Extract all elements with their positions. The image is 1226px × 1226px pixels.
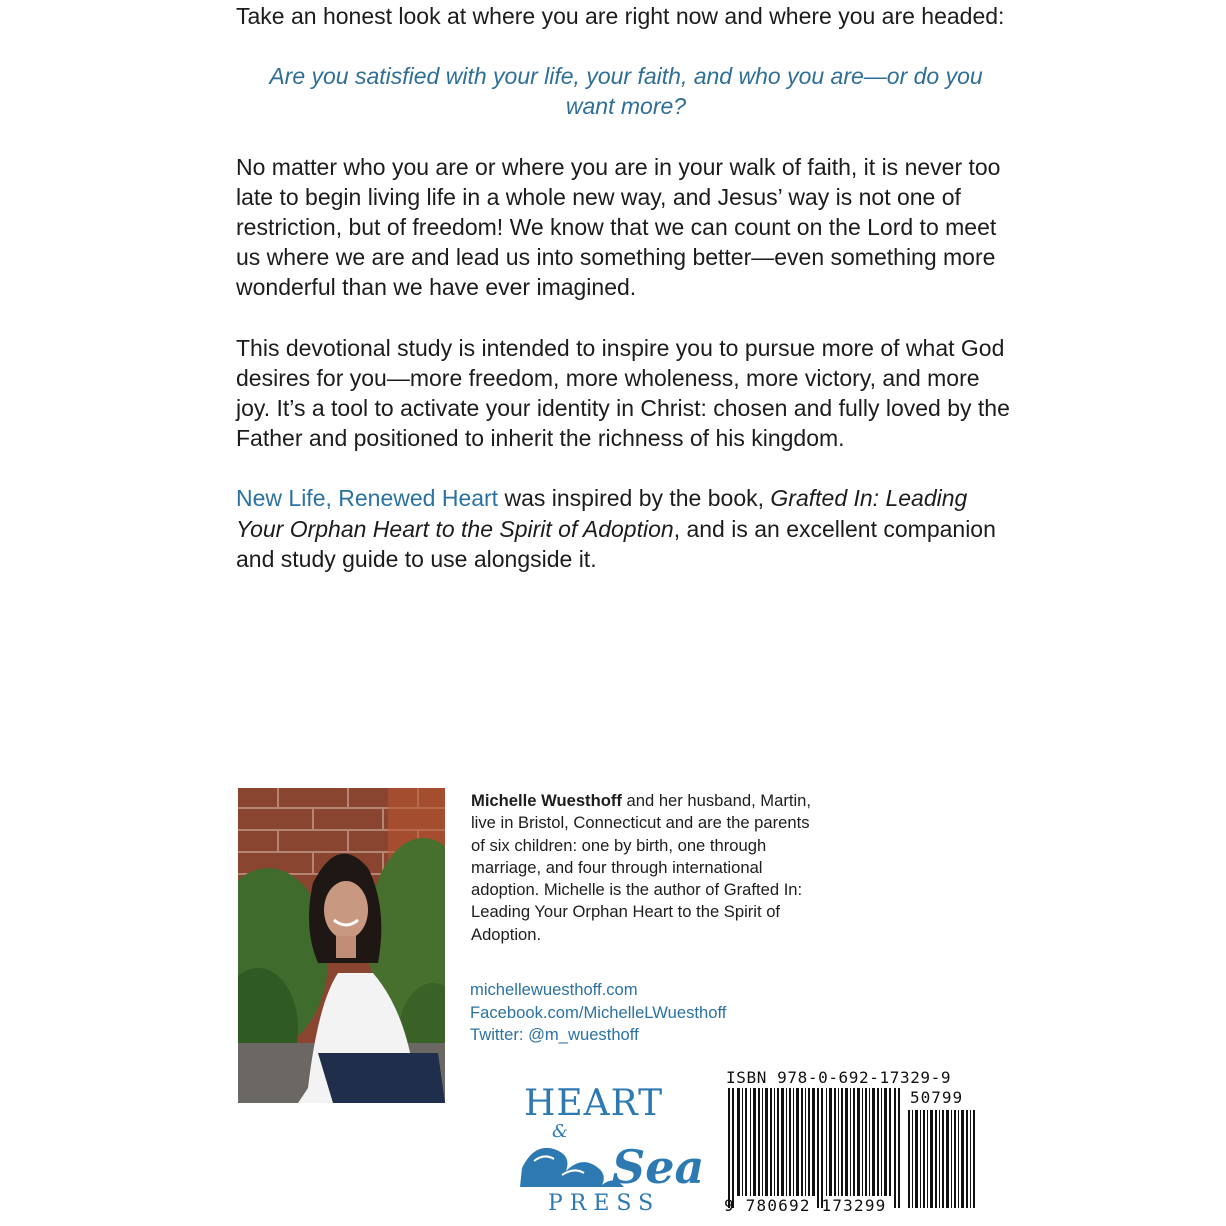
intro-text: Take an honest look at where you are right now and where you are headed: [236, 3, 1005, 29]
description-paragraph-2: This devotional study is intended to inspire you to pursue more of what God desires for you—more freedom, more wholeness, more victory, and more joy. It’s a tool to activate your identity in Christ: chosen and fully loved by the Father and positioned to inherit the richness of his kingdom. [236, 334, 1010, 452]
author-links [470, 979, 790, 1047]
logo-sea-text: Sea [612, 1140, 705, 1194]
author-photo [238, 788, 445, 1103]
logo-ampersand: & [552, 1121, 569, 1142]
back-cover-text [236, 0, 1016, 574]
description-paragraph-1: No matter who you are or where you are in your walk of faith, it is never too late to begin living life in a whole new way, and Jesus’ way is not one of restriction, but of freedom! We know that we can count on the Lord to meet us where we are and lead us into something better—even something more wonderful than we have ever imagined. [236, 153, 1001, 301]
author-bio [471, 790, 816, 946]
book-title: New Life, Renewed Heart [236, 485, 499, 512]
paragraph-3-text-1: was inspired by the book, [498, 485, 771, 512]
paragraph-3-text-2: , and is an excellent companion and study guide to use alongside it. [236, 515, 996, 572]
twitter-link[interactable]: Twitter: @m_wuesthoff [470, 1025, 639, 1044]
facebook-link[interactable]: Facebook.com/MichelleLWuesthoff [470, 1002, 727, 1022]
description-paragraph-3 [236, 483, 1016, 574]
logo-press-text: PRESS [548, 1191, 661, 1215]
companion-book-title: Grafted In: Leading Your Orphan Heart to the Spirit of Adoption [236, 485, 968, 542]
publisher-logo [514, 1083, 714, 1215]
pull-quote: Are you satisfied with your life, your faith, and who you are—or do you want more? [269, 63, 983, 120]
author-name: Michelle Wuesthoff [471, 791, 622, 810]
isbn-label: ISBN 978-0-692-17329-9 [726, 1068, 952, 1087]
price-code: 50799 [910, 1088, 964, 1107]
author-bio-text: and her husband, Martin, live in Bristol, Connecticut and are the parents of six children: one by birth, one through marriage, and four through international adoption. Michelle is the author of Grafted In: Leading Your Orphan Heart to the Spirit of Adoption. [471, 791, 812, 944]
website-link[interactable]: michellewuesthoff.com [470, 980, 638, 999]
barcode-number: 9 780692 173299 [724, 1196, 887, 1215]
wave-icon [520, 1148, 624, 1187]
logo-heart-text: HEART [524, 1083, 664, 1124]
